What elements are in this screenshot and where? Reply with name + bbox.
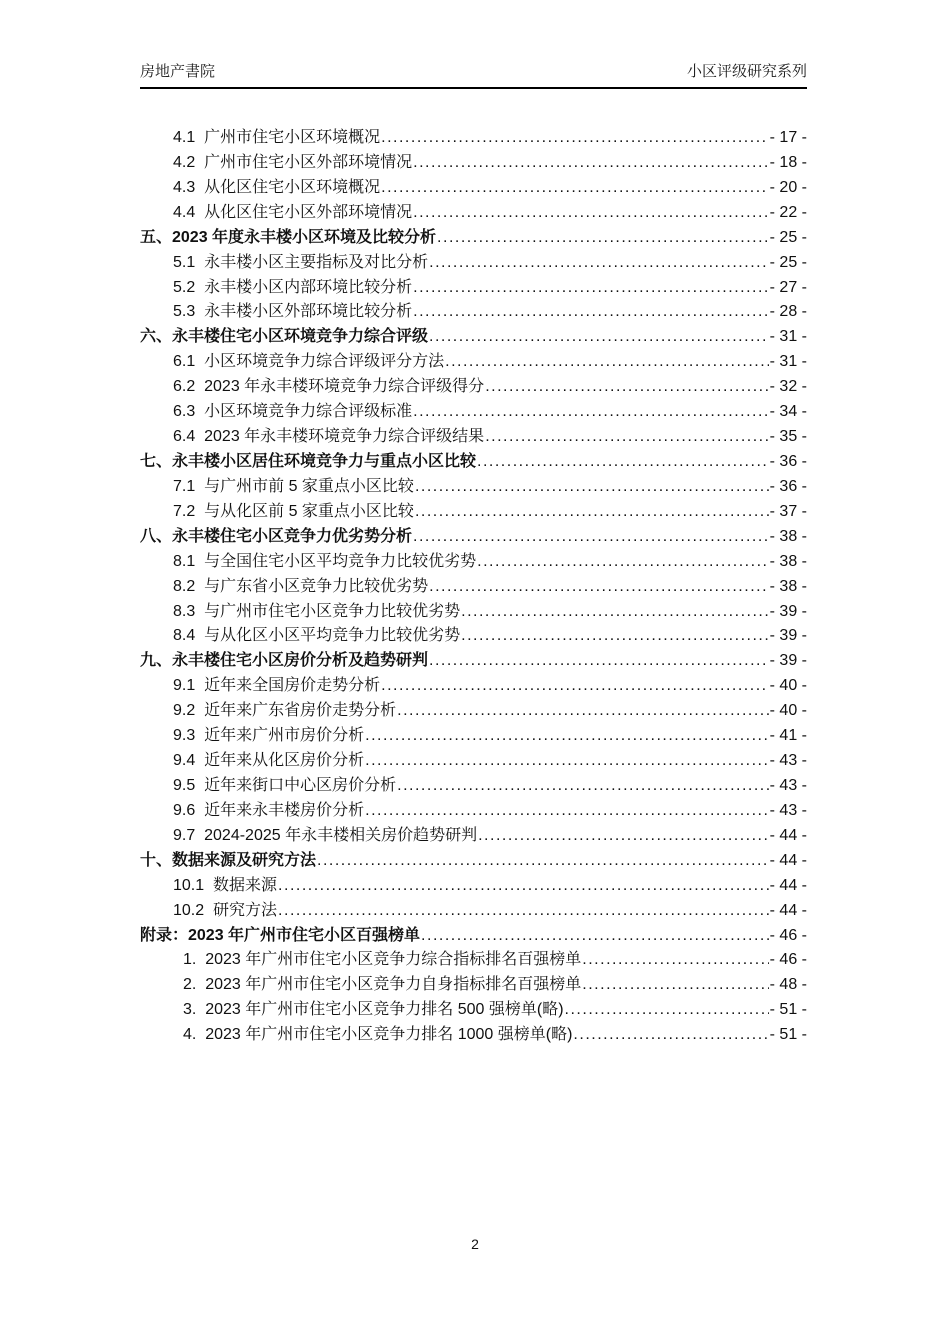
toc-entry-label: 八、永丰楼住宅小区竞争力优劣势分析 bbox=[140, 527, 413, 545]
toc-entry-label: 5.2 永丰楼小区内部环境比较分析 bbox=[173, 278, 413, 296]
toc-entry-label: 6.2 2023 年永丰楼环境竞争力综合评级得分 bbox=[173, 378, 485, 396]
toc-entry[interactable] bbox=[140, 350, 807, 375]
toc-dot-leader bbox=[278, 874, 769, 899]
toc-entry[interactable] bbox=[140, 724, 807, 749]
toc-dot-leader bbox=[478, 824, 769, 849]
toc-entry[interactable] bbox=[140, 874, 807, 899]
toc-entry-label: 3. 2023 年广州市住宅小区竞争力排名 500 强榜单(略) bbox=[183, 1001, 564, 1019]
toc-page-number: - 36 - bbox=[769, 452, 807, 470]
toc-entry-label: 4. 2023 年广州市住宅小区竞争力排名 1000 强榜单(略) bbox=[183, 1026, 573, 1044]
toc-dot-leader bbox=[413, 400, 769, 425]
toc-entry[interactable] bbox=[140, 849, 807, 874]
toc-page-number: - 51 - bbox=[769, 1001, 807, 1019]
toc-entry-label: 5.1 永丰楼小区主要指标及对比分析 bbox=[173, 253, 429, 271]
toc-entry[interactable] bbox=[140, 674, 807, 699]
toc-page-number: - 32 - bbox=[769, 378, 807, 396]
toc-page-number: - 34 - bbox=[769, 403, 807, 421]
toc-page-number: - 41 - bbox=[769, 727, 807, 745]
toc-entry[interactable] bbox=[140, 774, 807, 799]
toc-entry-label: 8.3 与广州市住宅小区竞争力比较优劣势 bbox=[173, 602, 461, 620]
toc-page-number: - 44 - bbox=[769, 826, 807, 844]
toc-entry-label: 4.2 广州市住宅小区外部环境情况 bbox=[173, 153, 413, 171]
toc-page-number: - 46 - bbox=[769, 926, 807, 944]
toc-entry-label: 10.1 数据来源 bbox=[173, 876, 278, 894]
toc-dot-leader bbox=[445, 350, 769, 375]
toc-page-number: - 43 - bbox=[769, 801, 807, 819]
toc-entry-label: 4.4 从化区住宅小区外部环境情况 bbox=[173, 203, 413, 221]
toc-entry-label: 七、永丰楼小区居住环境竞争力与重点小区比较 bbox=[140, 452, 477, 470]
toc-entry[interactable] bbox=[140, 575, 807, 600]
toc-entry-label: 9.7 2024-2025 年永丰楼相关房价趋势研判 bbox=[173, 826, 478, 844]
toc-page-number: - 39 - bbox=[769, 652, 807, 670]
toc-entry-label: 8.2 与广东省小区竞争力比较优劣势 bbox=[173, 577, 429, 595]
toc-dot-leader bbox=[485, 375, 768, 400]
toc-entry[interactable] bbox=[140, 600, 807, 625]
toc-page-number: - 36 - bbox=[769, 477, 807, 495]
toc-entry[interactable] bbox=[140, 998, 807, 1023]
toc-entry[interactable] bbox=[140, 824, 807, 849]
toc-entry-label: 九、永丰楼住宅小区房价分析及趋势研判 bbox=[140, 652, 429, 670]
toc-page-number: - 44 - bbox=[769, 901, 807, 919]
toc-entry[interactable] bbox=[140, 973, 807, 998]
page-number: 2 bbox=[471, 1236, 479, 1252]
toc-entry[interactable] bbox=[140, 500, 807, 525]
toc-entry-label: 6.4 2023 年永丰楼环境竞争力综合评级结果 bbox=[173, 428, 485, 446]
toc-page-number: - 20 - bbox=[769, 178, 807, 196]
toc-entry[interactable] bbox=[140, 251, 807, 276]
toc-page-number: - 40 - bbox=[769, 677, 807, 695]
toc-dot-leader bbox=[421, 924, 769, 949]
toc-dot-leader bbox=[415, 500, 769, 525]
toc-dot-leader bbox=[461, 600, 769, 625]
toc-dot-leader bbox=[413, 300, 769, 325]
toc-entry-label: 9.6 近年来永丰楼房价分析 bbox=[173, 801, 365, 819]
toc-page-number: - 25 - bbox=[769, 253, 807, 271]
toc-page-number: - 31 - bbox=[769, 328, 807, 346]
toc-entry-label: 7.2 与从化区前 5 家重点小区比较 bbox=[173, 502, 414, 520]
toc-entry-label: 9.5 近年来街口中心区房价分析 bbox=[173, 776, 397, 794]
table-of-contents bbox=[140, 126, 807, 1048]
toc-dot-leader bbox=[365, 799, 769, 824]
page-header bbox=[140, 60, 807, 89]
toc-dot-leader bbox=[397, 699, 769, 724]
toc-entry-label: 10.2 研究方法 bbox=[173, 901, 278, 919]
toc-page-number: - 22 - bbox=[769, 203, 807, 221]
toc-entry[interactable] bbox=[140, 948, 807, 973]
toc-entry-label: 十、数据来源及研究方法 bbox=[140, 851, 317, 869]
toc-dot-leader bbox=[573, 1023, 768, 1048]
toc-entry[interactable] bbox=[140, 151, 807, 176]
toc-page-number: - 48 - bbox=[769, 976, 807, 994]
toc-entry-label: 6.1 小区环境竞争力综合评级评分方法 bbox=[173, 353, 445, 371]
toc-page-number: - 39 - bbox=[769, 602, 807, 620]
toc-dot-leader bbox=[429, 251, 769, 276]
toc-page-number: - 51 - bbox=[769, 1026, 807, 1044]
toc-entry[interactable] bbox=[140, 201, 807, 226]
toc-page-number: - 46 - bbox=[769, 951, 807, 969]
toc-entry-label: 8.4 与从化区小区平均竞争力比较优劣势 bbox=[173, 627, 461, 645]
toc-dot-leader bbox=[429, 325, 769, 350]
toc-page-number: - 44 - bbox=[769, 876, 807, 894]
toc-page-number: - 35 - bbox=[769, 428, 807, 446]
toc-entry[interactable] bbox=[140, 699, 807, 724]
toc-entry-label: 6.3 小区环境竞争力综合评级标准 bbox=[173, 403, 413, 421]
toc-entry-label: 1. 2023 年广州市住宅小区竞争力综合指标排名百强榜单 bbox=[183, 951, 582, 969]
toc-entry[interactable] bbox=[140, 550, 807, 575]
toc-entry[interactable] bbox=[140, 226, 807, 251]
page-footer bbox=[0, 1236, 950, 1252]
toc-dot-leader bbox=[565, 998, 769, 1023]
toc-entry[interactable] bbox=[140, 649, 807, 674]
toc-page-number: - 28 - bbox=[769, 303, 807, 321]
toc-entry[interactable] bbox=[140, 899, 807, 924]
toc-entry[interactable] bbox=[140, 799, 807, 824]
toc-dot-leader bbox=[381, 126, 769, 151]
toc-dot-leader bbox=[397, 774, 769, 799]
toc-entry-label: 5.3 永丰楼小区外部环境比较分析 bbox=[173, 303, 413, 321]
toc-dot-leader bbox=[582, 948, 768, 973]
toc-dot-leader bbox=[413, 276, 769, 301]
toc-page-number: - 17 - bbox=[769, 129, 807, 146]
toc-entry-label: 2. 2023 年广州市住宅小区竞争力自身指标排名百强榜单 bbox=[183, 976, 582, 994]
toc-entry[interactable] bbox=[140, 475, 807, 500]
toc-entry[interactable] bbox=[140, 400, 807, 425]
toc-entry-label: 六、永丰楼住宅小区环境竞争力综合评级 bbox=[140, 328, 429, 346]
toc-entry[interactable] bbox=[140, 624, 807, 649]
toc-page-number: - 44 - bbox=[769, 851, 807, 869]
toc-dot-leader bbox=[477, 550, 769, 575]
toc-dot-leader bbox=[413, 525, 769, 550]
toc-entry[interactable] bbox=[140, 1023, 807, 1048]
toc-entry-label: 4.3 从化区住宅小区环境概况 bbox=[173, 178, 381, 196]
toc-entry[interactable] bbox=[140, 375, 807, 400]
toc-entry[interactable] bbox=[140, 300, 807, 325]
toc-entry-label: 五、2023 年度永丰楼小区环境及比较分析 bbox=[140, 228, 437, 246]
toc-dot-leader bbox=[582, 973, 768, 998]
toc-entry[interactable] bbox=[140, 450, 807, 475]
toc-page-number: - 39 - bbox=[769, 627, 807, 645]
toc-dot-leader bbox=[413, 151, 769, 176]
toc-dot-leader bbox=[415, 475, 769, 500]
toc-dot-leader bbox=[429, 649, 769, 674]
toc-entry-label: 4.1 广州市住宅小区环境概况 bbox=[173, 129, 381, 146]
toc-dot-leader bbox=[477, 450, 769, 475]
toc-dot-leader bbox=[437, 226, 769, 251]
toc-entry-label: 附录：2023 年广州市住宅小区百强榜单 bbox=[140, 926, 421, 944]
toc-dot-leader bbox=[365, 724, 769, 749]
toc-entry-label: 7.1 与广州市前 5 家重点小区比较 bbox=[173, 477, 414, 495]
toc-page-number: - 25 - bbox=[769, 228, 807, 246]
header-left-text: 房地产書院 bbox=[140, 63, 216, 80]
toc-entry[interactable] bbox=[140, 325, 807, 350]
toc-dot-leader bbox=[278, 899, 769, 924]
toc-page-number: - 40 - bbox=[769, 702, 807, 720]
toc-dot-leader bbox=[461, 624, 769, 649]
toc-page-number: - 38 - bbox=[769, 527, 807, 545]
toc-dot-leader bbox=[365, 749, 769, 774]
toc-page-number: - 38 - bbox=[769, 577, 807, 595]
toc-entry-label: 9.1 近年来全国房价走势分析 bbox=[173, 677, 381, 695]
toc-entry-label: 9.2 近年来广东省房价走势分析 bbox=[173, 702, 397, 720]
toc-dot-leader bbox=[381, 674, 769, 699]
toc-page-number: - 18 - bbox=[769, 153, 807, 171]
toc-entry-label: 8.1 与全国住宅小区平均竞争力比较优劣势 bbox=[173, 552, 477, 570]
toc-entry[interactable] bbox=[140, 126, 807, 151]
toc-dot-leader bbox=[381, 176, 769, 201]
toc-dot-leader bbox=[317, 849, 769, 874]
toc-entry[interactable] bbox=[140, 749, 807, 774]
toc-entry[interactable] bbox=[140, 276, 807, 301]
toc-page-number: - 37 - bbox=[769, 502, 807, 520]
toc-entry[interactable] bbox=[140, 425, 807, 450]
toc-page-number: - 43 - bbox=[769, 776, 807, 794]
toc-entry-label: 9.3 近年来广州市房价分析 bbox=[173, 727, 365, 745]
toc-page-number: - 31 - bbox=[769, 353, 807, 371]
toc-entry[interactable] bbox=[140, 525, 807, 550]
toc-dot-leader bbox=[485, 425, 768, 450]
toc-page-number: - 27 - bbox=[769, 278, 807, 296]
toc-entry[interactable] bbox=[140, 924, 807, 949]
toc-dot-leader bbox=[413, 201, 769, 226]
toc-dot-leader bbox=[429, 575, 769, 600]
toc-entry-label: 9.4 近年来从化区房价分析 bbox=[173, 752, 365, 770]
toc-entry[interactable] bbox=[140, 176, 807, 201]
toc-page-number: - 43 - bbox=[769, 752, 807, 770]
header-right-text: 小区评级研究系列 bbox=[686, 63, 807, 80]
toc-page-number: - 38 - bbox=[769, 552, 807, 570]
